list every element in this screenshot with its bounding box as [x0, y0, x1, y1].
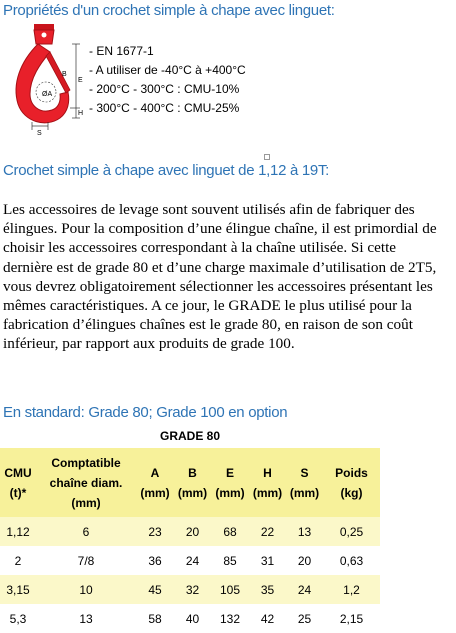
table-row	[0, 517, 380, 546]
spec-item: - EN 1677-1	[89, 44, 154, 58]
table-cell: 6	[36, 517, 136, 546]
spec-item: - A utiliser de -40°C à +400°C	[89, 63, 246, 77]
spec-table	[0, 448, 380, 633]
table-cell: 40	[185, 611, 200, 626]
table-cell: 132	[219, 611, 241, 626]
spec-item: - 300°C - 400°C : CMU-25%	[89, 101, 240, 115]
spec-item: - 200°C - 300°C : CMU-10%	[89, 82, 240, 96]
table-cell: 22	[249, 517, 286, 546]
table-cell: 2,15	[339, 611, 364, 626]
header-s: S (mm)	[286, 448, 323, 517]
header-e: E (mm)	[211, 448, 249, 517]
table-cell: 3,15	[0, 575, 36, 604]
header-h: H (mm)	[249, 448, 286, 517]
table-cell: 5,3	[9, 611, 27, 626]
table-row	[0, 546, 380, 575]
table-cell: 13	[286, 517, 323, 546]
table-cell: 85	[223, 553, 237, 568]
table-cell: 32	[174, 575, 211, 604]
table-cell: 31	[260, 553, 275, 568]
table-header-row	[0, 448, 380, 517]
anchor-marker[interactable]	[264, 154, 270, 160]
header-weight: Poids (kg)	[323, 448, 380, 517]
header-chain-diameter: Comptatible chaîne diam. (mm)	[36, 448, 136, 517]
table-cell: 68	[211, 517, 249, 546]
table-cell: 105	[211, 575, 249, 604]
description-paragraph: Les accessoires de levage sont souvent utilisés afin de fabriquer des élingues. Pour la composition d’une élingue chaîne, il est primordial de choisir les accessoires correspondant à la chaîne utilisée. Si cette dernière est de grade 80 et d’une charge maximale d’utilisation de 2T5, vous devrez obligatoirement sélectionner les accessoires présentant les mêmes caractéristiques. A ce jour, le GRADE le plus utilisé pour la fabrication d’élingues chaînes est le grade 80, en raison de son coût inférieur, par rapport aux produits de grade 100.	[3, 201, 437, 353]
standard-grade-note: En standard: Grade 80; Grade 100 en option	[3, 404, 288, 421]
dimension-label-b: B	[62, 71, 67, 78]
table-row	[0, 575, 380, 604]
table-cell: 0,25	[323, 517, 380, 546]
table-cell: 1,12	[0, 517, 36, 546]
table-cell: 24	[286, 575, 323, 604]
section-title-properties: Propriétés d'un crochet simple à chape avec linguet:	[3, 2, 335, 19]
table-title: GRADE 80	[159, 429, 221, 443]
header-a: A (mm)	[136, 448, 174, 517]
table-row	[0, 604, 380, 633]
table-cell: 13	[79, 611, 93, 626]
header-b: B (mm)	[174, 448, 211, 517]
header-cmu: CMU (t)*	[0, 448, 36, 517]
table-cell: 45	[136, 575, 174, 604]
table-cell: 10	[36, 575, 136, 604]
dimension-label-a: ØA	[42, 91, 53, 98]
table-cell: 25	[297, 611, 312, 626]
table-cell: 24	[185, 553, 200, 568]
section-title-hook-range: Crochet simple à chape avec linguet de 1,12 à 19T:	[3, 162, 330, 179]
table-cell: 2	[14, 553, 22, 568]
table-cell: 42	[260, 611, 275, 626]
table-cell: 20	[174, 517, 211, 546]
table-cell: 23	[136, 517, 174, 546]
table-cell: 35	[249, 575, 286, 604]
table-cell: 0,63	[339, 553, 364, 568]
dimension-label-e: E	[78, 77, 83, 84]
table-cell: 7/8	[77, 553, 95, 568]
dimension-label-s: S	[37, 130, 42, 137]
dimension-label-h: H	[78, 110, 84, 117]
table-cell: 20	[297, 553, 312, 568]
table-cell: 1,2	[323, 575, 380, 604]
table-cell: 58	[148, 611, 162, 626]
hook-diagram	[8, 22, 88, 137]
table-cell: 36	[148, 553, 162, 568]
spec-list	[89, 42, 246, 118]
